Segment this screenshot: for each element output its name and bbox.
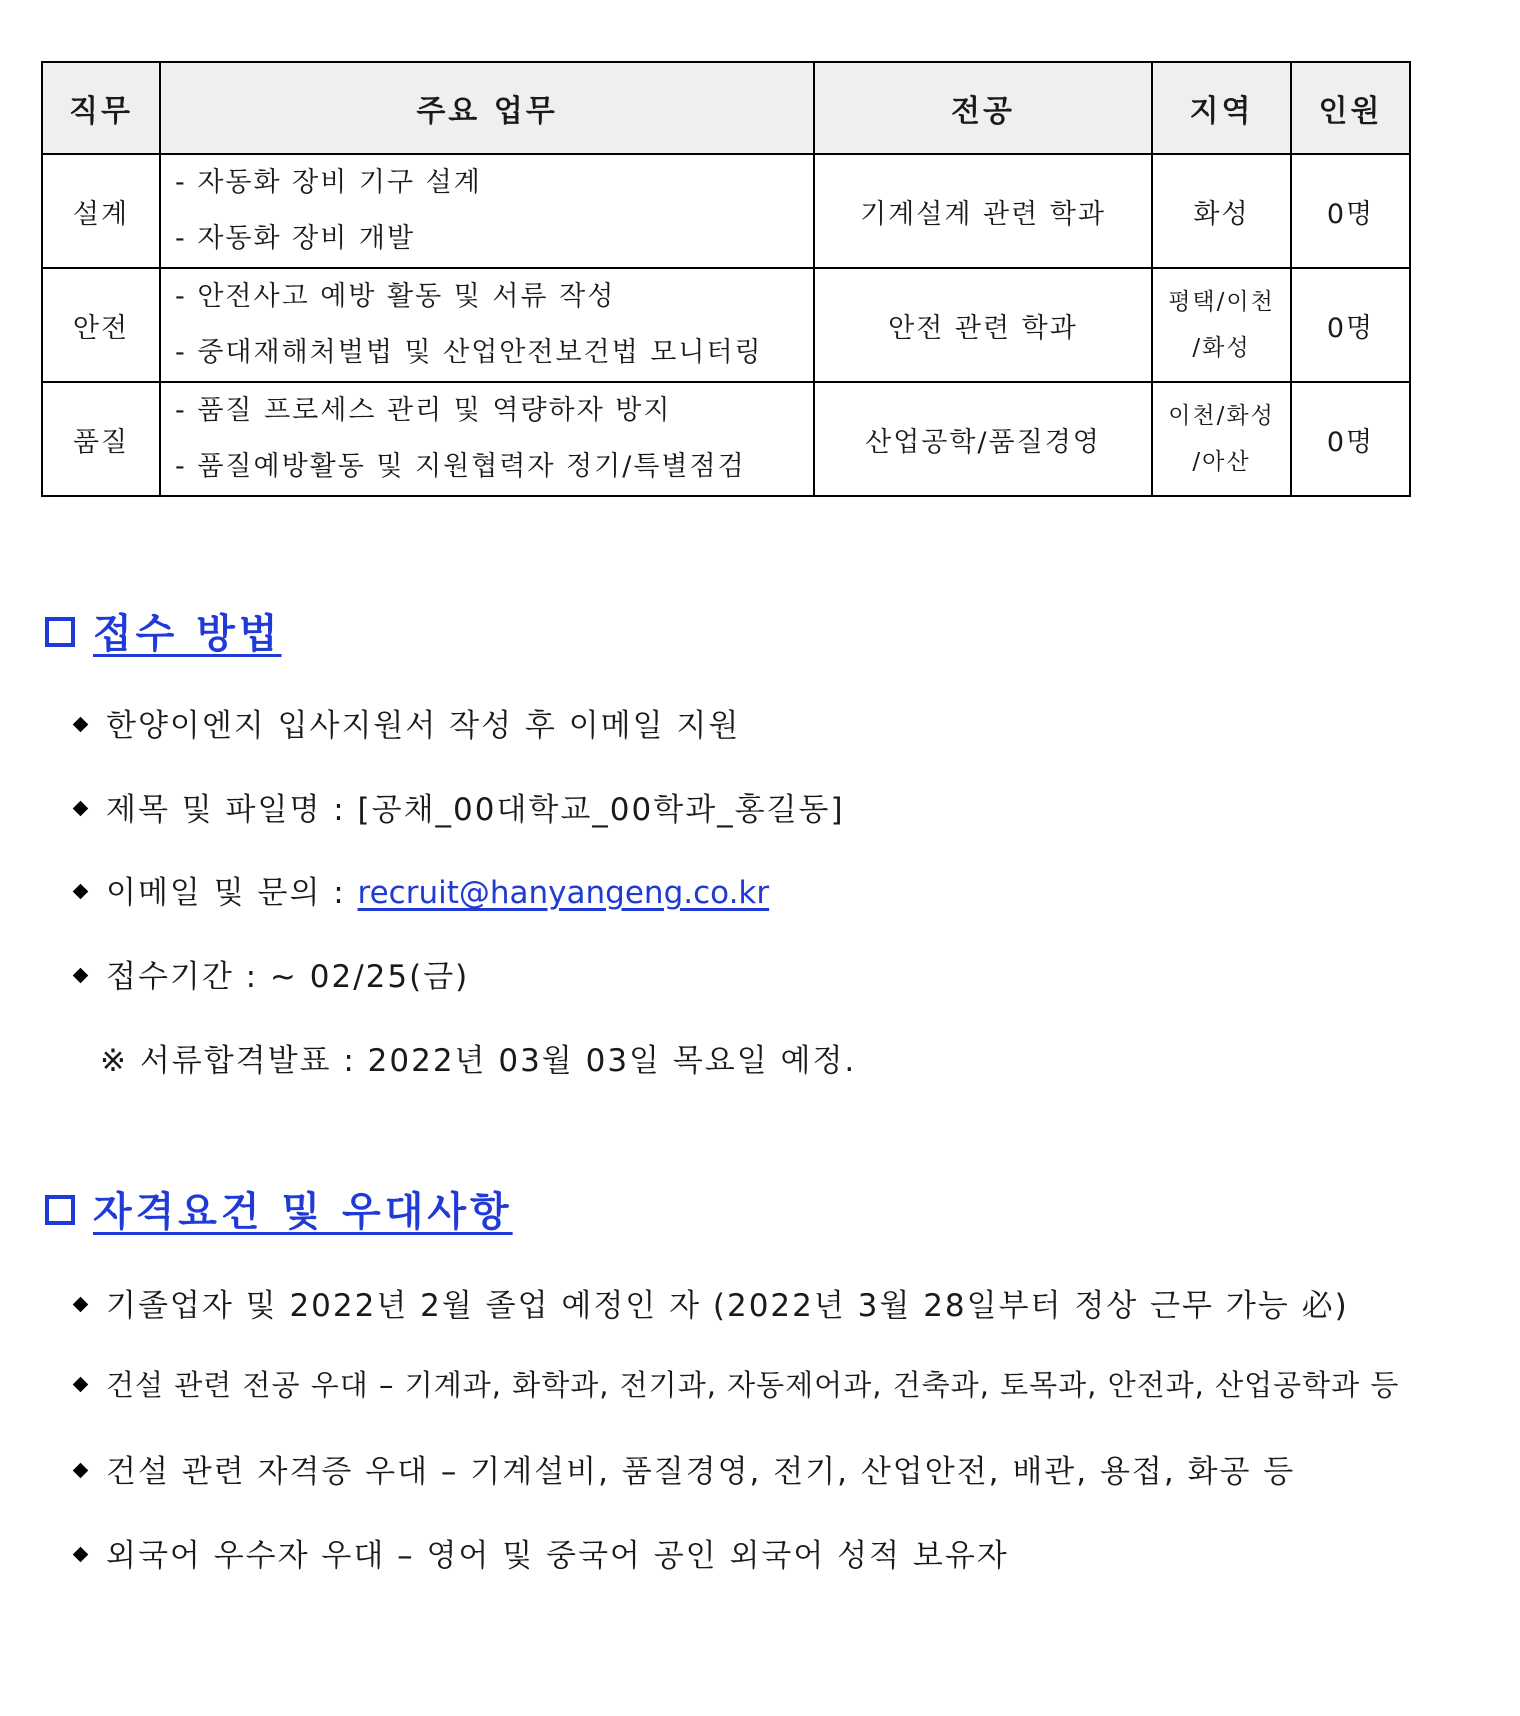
table-row xyxy=(42,268,1410,382)
header-major: 전공 xyxy=(814,62,1152,154)
job-cell: 품질 xyxy=(42,382,160,496)
region-cell xyxy=(1152,268,1291,382)
list-item xyxy=(75,1446,1295,1491)
tasks-cell xyxy=(160,154,814,268)
qualifications-heading-text: 자격요건 및 우대사항 xyxy=(93,1189,513,1235)
table-header-row xyxy=(42,62,1410,154)
list-item xyxy=(75,867,769,912)
header-job: 직무 xyxy=(42,62,160,154)
list-item xyxy=(75,784,845,829)
task-line: - 품질예방활동 및 지원협력자 정기/특별점검 xyxy=(175,451,746,482)
list-item xyxy=(75,1280,1349,1325)
count-cell: 0명 xyxy=(1291,268,1410,382)
list-item xyxy=(75,1530,1009,1575)
list-item xyxy=(75,1363,1399,1404)
list-item xyxy=(75,700,740,745)
diamond-bullet-icon xyxy=(73,1547,89,1563)
task-line: - 품질 프로세스 관리 및 역량하자 방지 xyxy=(175,395,672,426)
tasks-cell xyxy=(160,268,814,382)
list-item-text: 외국어 우수자 우대 – 영어 및 중국어 공인 외국어 성적 보유자 xyxy=(106,1538,1009,1574)
region-line: 평택/이천 xyxy=(1168,289,1275,315)
list-item-text: 기졸업자 및 2022년 2월 졸업 예정인 자 (2022년 3월 28일부터 정상 근무 가능 必) xyxy=(106,1288,1349,1324)
table-row xyxy=(42,154,1410,268)
count-cell: 0명 xyxy=(1291,154,1410,268)
major-cell: 기계설계 관련 학과 xyxy=(814,154,1152,268)
recruitment-table xyxy=(41,61,1411,497)
list-item-text: 한양이엔지 입사지원서 작성 후 이메일 지원 xyxy=(106,708,741,744)
application-heading xyxy=(41,602,282,659)
list-item-text: 접수기간 : ~ 02/25(금) xyxy=(106,959,470,995)
diamond-bullet-icon xyxy=(73,1463,89,1479)
checkbox-square-icon xyxy=(45,1195,75,1225)
list-item xyxy=(75,951,469,996)
list-item-text: 이메일 및 문의 : xyxy=(106,875,358,911)
list-item-text: 건설 관련 전공 우대 – 기계과, 화학과, 전기과, 자동제어과, 건축과, 토목과, 안전과, 산업공학과 등 xyxy=(106,1368,1400,1402)
header-tasks: 주요 업무 xyxy=(160,62,814,154)
header-region: 지역 xyxy=(1152,62,1291,154)
job-cell: 설계 xyxy=(42,154,160,268)
table-row xyxy=(42,382,1410,496)
region-line: /화성 xyxy=(1192,335,1251,361)
tasks-cell xyxy=(160,382,814,496)
header-count: 인원 xyxy=(1291,62,1410,154)
major-cell: 산업공학/품질경영 xyxy=(814,382,1152,496)
diamond-bullet-icon xyxy=(73,1297,89,1313)
major-cell: 안전 관련 학과 xyxy=(814,268,1152,382)
region-line: /아산 xyxy=(1192,449,1251,475)
email-link[interactable]: recruit@hanyangeng.co.kr xyxy=(357,875,770,911)
diamond-bullet-icon xyxy=(73,884,89,900)
checkbox-square-icon xyxy=(45,617,75,647)
task-line: - 자동화 장비 기구 설계 xyxy=(175,167,482,198)
diamond-bullet-icon xyxy=(73,1376,89,1392)
task-line: - 중대재해처벌법 및 산업안전보건법 모니터링 xyxy=(175,337,763,368)
list-item-text: 건설 관련 자격증 우대 – 기계설비, 품질경영, 전기, 산업안전, 배관, 용접, 화공 등 xyxy=(106,1454,1296,1490)
qualifications-heading xyxy=(41,1180,513,1237)
region-cell xyxy=(1152,382,1291,496)
region-cell: 화성 xyxy=(1152,154,1291,268)
diamond-bullet-icon xyxy=(73,968,89,984)
diamond-bullet-icon xyxy=(73,717,89,733)
task-line: - 자동화 장비 개발 xyxy=(175,223,416,254)
diamond-bullet-icon xyxy=(73,801,89,817)
task-line: - 안전사고 예방 활동 및 서류 작성 xyxy=(175,281,616,312)
job-cell: 안전 xyxy=(42,268,160,382)
list-item-text: 제목 및 파일명 : [공채_00대학교_00학과_홍길동] xyxy=(106,792,845,828)
announcement-note: ※ 서류합격발표 : 2022년 03월 03일 목요일 예정. xyxy=(100,1043,857,1079)
count-cell: 0명 xyxy=(1291,382,1410,496)
application-heading-text: 접수 방법 xyxy=(93,611,282,657)
region-line: 이천/화성 xyxy=(1168,403,1275,429)
